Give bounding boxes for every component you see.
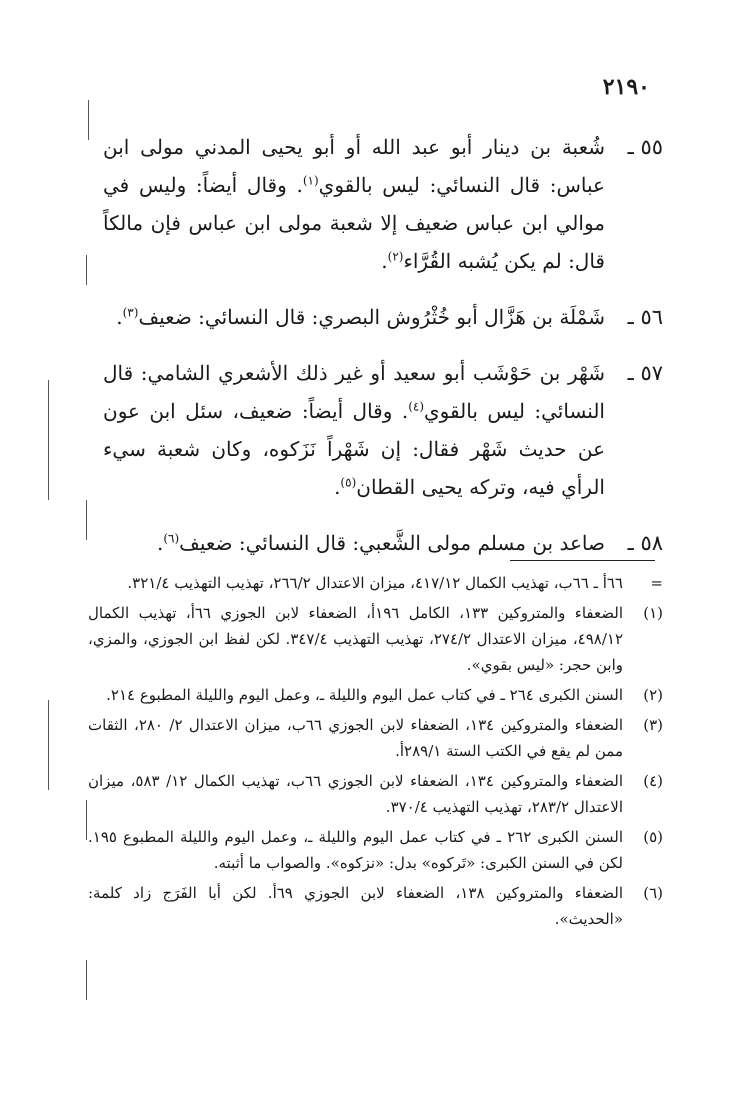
entry-56	[103, 298, 663, 336]
footnote-number: (٢)	[643, 686, 663, 704]
footnote-ref[interactable]: (٢)	[387, 249, 404, 264]
scan-margin-mark	[86, 255, 87, 285]
page-number: ٢١٩٠	[602, 74, 650, 100]
footnote-divider	[510, 560, 655, 561]
footnote-3	[88, 712, 663, 764]
footnote-text: الضعفاء والمتروكين ١٣٣، الكامل ١٩٦أ، الضعفاء لابن الجوزي ٦٦أ، تهذيب الكمال ٤٩٨/١٢، ميزان الاعتدال ٢٧٤/٢، تهذيب التهذيب ٣٤٧/٤. لكن لفظ ابن الجوزي، والمزي، وابن حجر: «ليس بقوي».	[88, 604, 624, 674]
entry-number: ٥٨ ـ	[627, 531, 663, 555]
footnote-number: (١)	[643, 604, 663, 622]
entry-text: شُعبة بن دينار أبو عبد الله أو أبو يحيى المدني مولى ابن عباس: قال النسائي: ليس بالقوي$^{(١)}$. وقال أيضاً: وليس في موالي ابن عباس ضعيف إلا شعبة مولى ابن عباس فإن مالكاً قال: لم يكن يُشبه القُرَّاء$^{(٢)}$.	[103, 135, 605, 273]
footnote-text: الضعفاء والمتروكين ١٣٤، الضعفاء لابن الجوزي ٦٦ب، ميزان الاعتدال ٢/ ٢٨٠، الثقات ممن لم يقع في الكتب الستة ٢٨٩/١أ.	[88, 716, 623, 760]
scan-margin-mark	[48, 700, 49, 790]
entry-58	[103, 524, 663, 562]
footnote-number: (٤)	[643, 772, 663, 790]
footnote-continued	[88, 570, 663, 596]
footnote-text: الضعفاء والمتروكين ١٣٤، الضعفاء لابن الجوزي ٦٦ب، تهذيب الكمال ١٢/ ٥٨٣، ميزان الاعتدال ٢٨٣/٢، تهذيب التهذيب ٣٧٠/٤.	[88, 772, 623, 816]
footnote-6	[88, 880, 663, 932]
scan-margin-mark	[86, 800, 87, 840]
footnote-4	[88, 768, 663, 820]
entry-number: ٥٧ ـ	[627, 361, 663, 385]
footnote-number: =	[650, 574, 663, 592]
footnote-text: السنن الكبرى ٢٦٤ ـ في كتاب عمل اليوم والليلة ـ، وعمل اليوم والليلة المطبوع ٢١٤.	[106, 686, 623, 704]
scan-margin-mark	[88, 100, 89, 140]
scan-margin-mark	[86, 960, 87, 1000]
footnote-ref[interactable]: (٤)	[408, 399, 425, 414]
biography-entries	[103, 128, 663, 580]
footnote-5	[88, 824, 663, 876]
entry-57	[103, 354, 663, 506]
footnote-1	[88, 600, 663, 678]
footnote-number: (٥)	[643, 828, 663, 846]
entry-text: شَهْر بن حَوْشَب أبو سعيد أو غير ذلك الأشعري الشامي: قال النسائي: ليس بالقوي$^{(٤)}$. وقال أيضاً: ضعيف، سئل ابن عون عن حديث شَهْر فقال: إن شَهْراً نَزَكوه، وكان شعبة سيء الرأي فيه، وتركه يحيى القطان$^{(٥)}$.	[103, 361, 605, 499]
entry-text: شَمْلَة بن هَزَّال أبو خُثْرُوش البصري: قال النسائي: ضعيف$^{(٣)}$.	[116, 305, 605, 329]
entry-number: ٥٥ ـ	[627, 135, 663, 159]
footnote-number: (٦)	[643, 884, 663, 902]
footnote-text: الضعفاء والمتروكين ١٣٨، الضعفاء لابن الجوزي ٦٩أ. لكن أبا الفَرَج زاد كلمة: «الحديث».	[88, 884, 623, 928]
footnote-2	[88, 682, 663, 708]
entry-55	[103, 128, 663, 280]
footnote-text: ٦٦أ ـ ٦٦ب، تهذيب الكمال ٤١٧/١٢، ميزان الاعتدال ٢٦٦/٢، تهذيب التهذيب ٣٢١/٤.	[127, 574, 623, 592]
footnote-text: السنن الكبرى ٢٦٢ ـ في كتاب عمل اليوم والليلة ـ، وعمل اليوم والليلة المطبوع ١٩٥. لكن في السنن الكبرى: «تَركوه» بدل: «نزكوه». والصواب ما أثبته.	[88, 828, 624, 872]
footnote-ref[interactable]: (٥)	[340, 475, 357, 490]
footnote-ref[interactable]: (١)	[302, 173, 319, 188]
footnote-ref[interactable]: (٣)	[122, 305, 139, 320]
entry-number: ٥٦ ـ	[627, 305, 663, 329]
scan-margin-mark	[86, 500, 87, 540]
footnote-ref[interactable]: (٦)	[163, 531, 180, 546]
footnotes	[88, 570, 663, 936]
entry-text: صاعد بن مسلم مولى الشَّعبي: قال النسائي: ضعيف$^{(٦)}$.	[156, 531, 605, 555]
scan-margin-mark	[48, 380, 49, 500]
footnote-number: (٣)	[643, 716, 663, 734]
